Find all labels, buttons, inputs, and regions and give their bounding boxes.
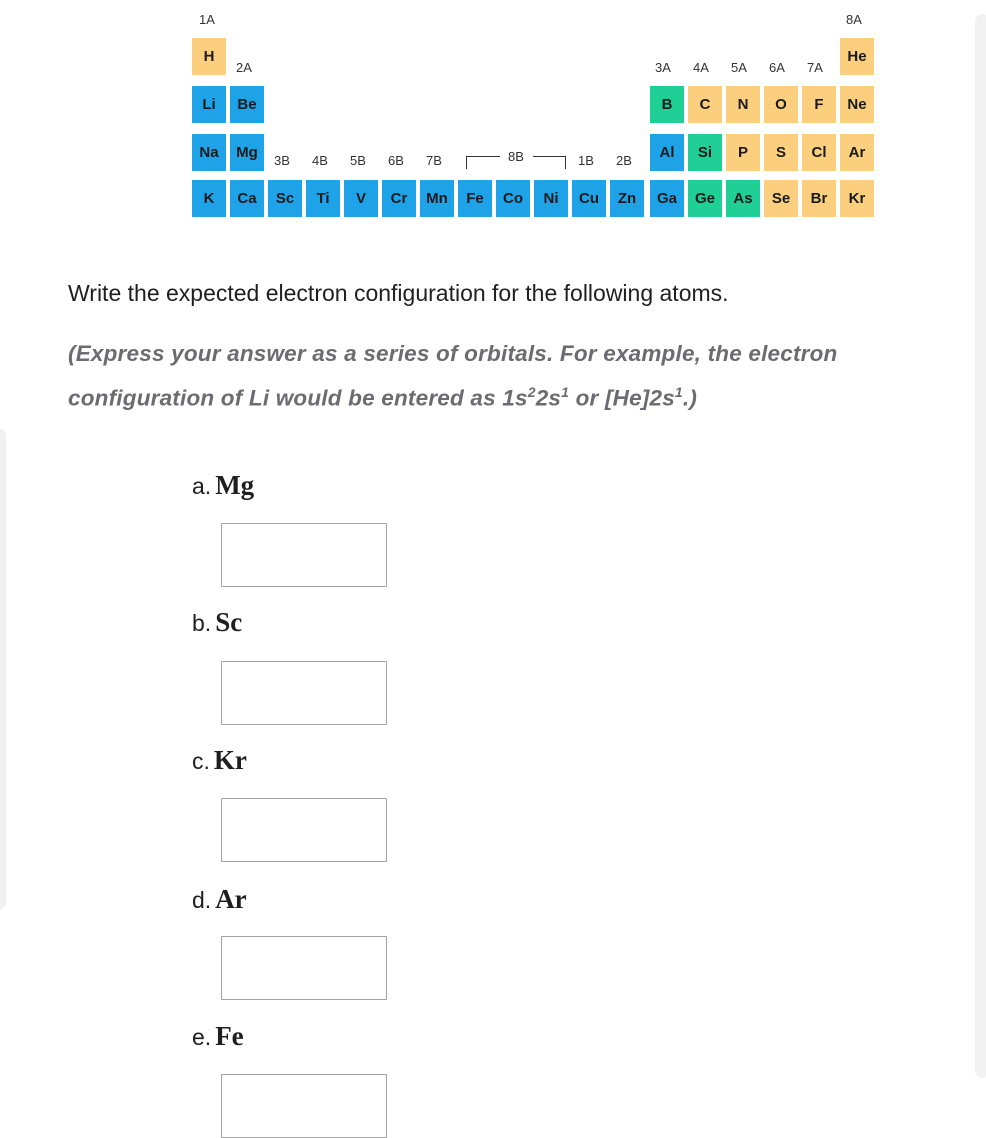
item-b-label: b. Sc [192,607,243,637]
element-zn: Zn [610,180,644,217]
element-o: O [764,86,798,123]
element-mg: Mg [230,134,264,171]
element-ti: Ti [306,180,340,217]
element-ge: Ge [688,180,722,217]
element-li: Li [192,86,226,123]
answer-input-kr[interactable] [221,798,387,862]
element-c: C [688,86,722,123]
element-k: K [192,180,226,217]
element-si: Si [688,134,722,171]
group-label-8b: 8B [508,149,524,164]
scrollbar-left[interactable] [0,428,6,910]
group-label-4b: 4B [312,153,328,168]
element-br: Br [802,180,836,217]
element-ga: Ga [650,180,684,217]
element-he: He [840,38,874,75]
element-p: P [726,134,760,171]
group-label-5b: 5B [350,153,366,168]
answer-input-fe[interactable] [221,1074,387,1138]
question-hint: (Express your answer as a series of orbitals. For example, the electron configuration of Li would be entered as $1s^22s^1$ or $[He]2s^1$.) [68,341,838,411]
element-na: Na [192,134,226,171]
element-cl: Cl [802,134,836,171]
group-label-7a: 7A [807,60,823,75]
element-v: V [344,180,378,217]
periodic-table [0,0,986,230]
group-label-3a: 3A [655,60,671,75]
group-label-4a: 4A [693,60,709,75]
group-label-2b: 2B [616,153,632,168]
item-d-label: d. Ar [192,884,247,914]
group-label-1b: 1B [578,153,594,168]
group-label-6a: 6A [769,60,785,75]
element-cr: Cr [382,180,416,217]
group-label-3b: 3B [274,153,290,168]
element-se: Se [764,180,798,217]
element-n: N [726,86,760,123]
element-kr: Kr [840,180,874,217]
group-label-5a: 5A [731,60,747,75]
element-ni: Ni [534,180,568,217]
element-as: As [726,180,760,217]
group-label-1a: 1A [199,12,215,27]
element-s: S [764,134,798,171]
item-e-label: e. Fe [192,1021,244,1051]
question-instruction: Write the expected electron configuration for the following atoms. [68,280,729,306]
element-ar: Ar [840,134,874,171]
element-al: Al [650,134,684,171]
group-label-2a: 2A [236,60,252,75]
element-h: H [192,38,226,75]
group-label-7b: 7B [426,153,442,168]
element-fe: Fe [458,180,492,217]
element-sc: Sc [268,180,302,217]
item-a-label: a. Mg [192,470,255,500]
element-cu: Cu [572,180,606,217]
group-8b-bracket [466,149,566,169]
element-ne: Ne [840,86,874,123]
answer-input-mg[interactable] [221,523,387,587]
element-be: Be [230,86,264,123]
answer-input-sc[interactable] [221,661,387,725]
element-mn: Mn [420,180,454,217]
group-label-8a: 8A [846,12,862,27]
element-co: Co [496,180,530,217]
element-b: B [650,86,684,123]
element-f: F [802,86,836,123]
item-c-label: c. Kr [192,745,247,775]
element-ca: Ca [230,180,264,217]
answer-input-ar[interactable] [221,936,387,1000]
group-label-6b: 6B [388,153,404,168]
